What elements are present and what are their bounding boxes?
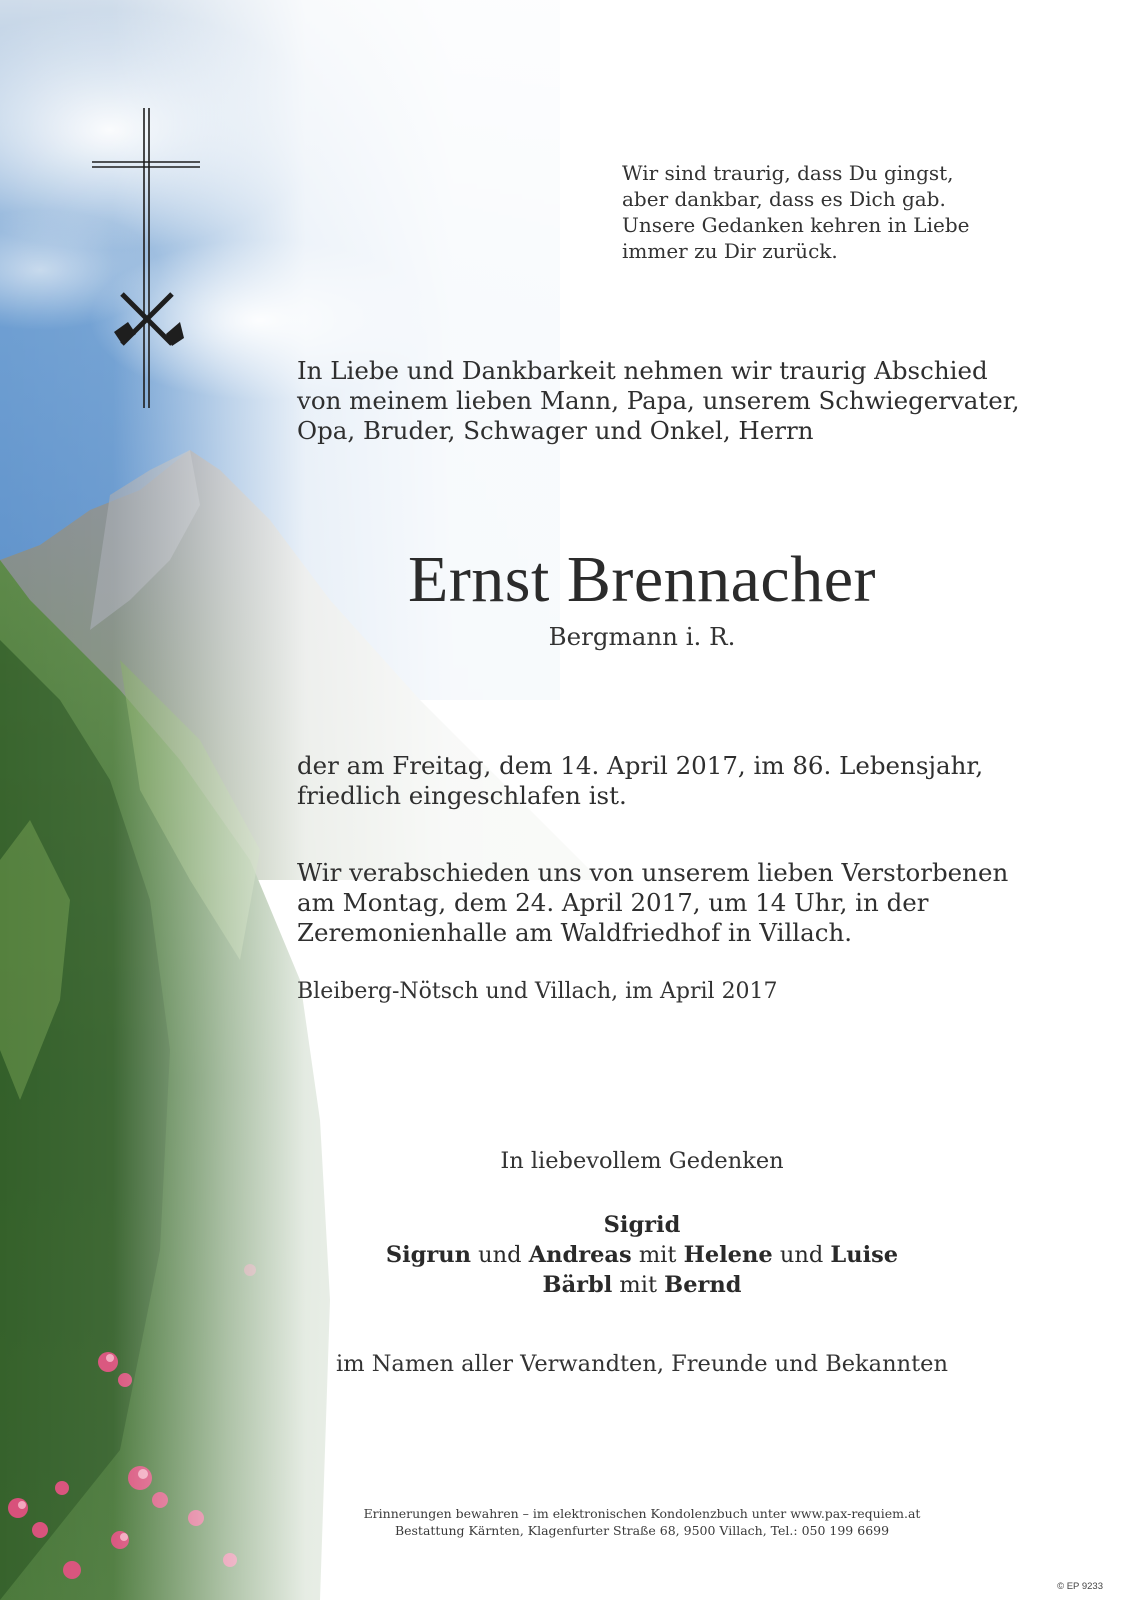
family-name: Sigrun [385,1242,471,1268]
condolence-note: Erinnerungen bewahren – im elektronischen Kondolenzbuch unter www.pax-requiem.at [363,1506,921,1521]
death-notice [297,751,1017,811]
print-code: © EP 9233 [1057,1581,1103,1592]
family-name: Bernd [664,1272,742,1298]
intro-line: von meinem lieben Mann, Papa, unserem Schwiegervater, [297,386,1020,415]
relatives-note: im Namen aller Verwandten, Freunde und Bekannten [336,1351,948,1377]
undertaker-address: Bestattung Kärnten, Klagenfurter Straße 68, 9500 Villach, Tel.: 050 199 6699 [394,1523,890,1538]
intro-line: Opa, Bruder, Schwager und Onkel, Herrn [297,416,814,445]
cross-icon [92,108,202,408]
family-line [297,1210,987,1240]
memorial-verse [622,160,1062,264]
family-line [297,1270,987,1300]
family-name: Sigrid [603,1212,681,1238]
verse-line: aber dankbar, dass es Dich gab. [622,187,946,211]
funeral-details [297,858,1017,948]
verse-line: Wir sind traurig, dass Du gingst, [622,161,954,185]
family-connector: und [772,1242,831,1268]
family-connector: mit [631,1242,684,1268]
death-line: der am Freitag, dem 14. April 2017, im 86. Lebensjahr, [297,751,984,780]
farewell-intro [297,356,1020,446]
funeral-line: Zeremonienhalle am Waldfriedhof in Villach. [297,918,853,947]
family-name: Helene [683,1242,773,1268]
family-connector: und [471,1242,529,1268]
family-connector: mit [612,1272,665,1298]
verse-line: immer zu Dir zurück. [622,239,838,263]
deceased-name: Ernst Brennacher [408,543,876,616]
memory-heading: In liebevollem Gedenken [500,1148,784,1174]
family-line [297,1240,987,1270]
deceased-occupation: Bergmann i. R. [548,622,736,651]
family-name: Luise [830,1242,899,1268]
intro-line: In Liebe und Dankbarkeit nehmen wir traurig Abschied [297,356,988,385]
verse-line: Unsere Gedanken kehren in Liebe [622,213,970,237]
death-line: friedlich eingeschlafen ist. [297,781,627,810]
family-name: Andreas [528,1242,632,1268]
footer [297,1505,987,1539]
family-name: Bärbl [542,1272,613,1298]
family-members [297,1210,987,1300]
funeral-line: am Montag, dem 24. April 2017, um 14 Uhr, in der [297,888,929,917]
place-and-date: Bleiberg-Nötsch und Villach, im April 2017 [297,979,778,1004]
funeral-line: Wir verabschieden uns von unserem lieben Verstorbenen [297,858,1009,887]
